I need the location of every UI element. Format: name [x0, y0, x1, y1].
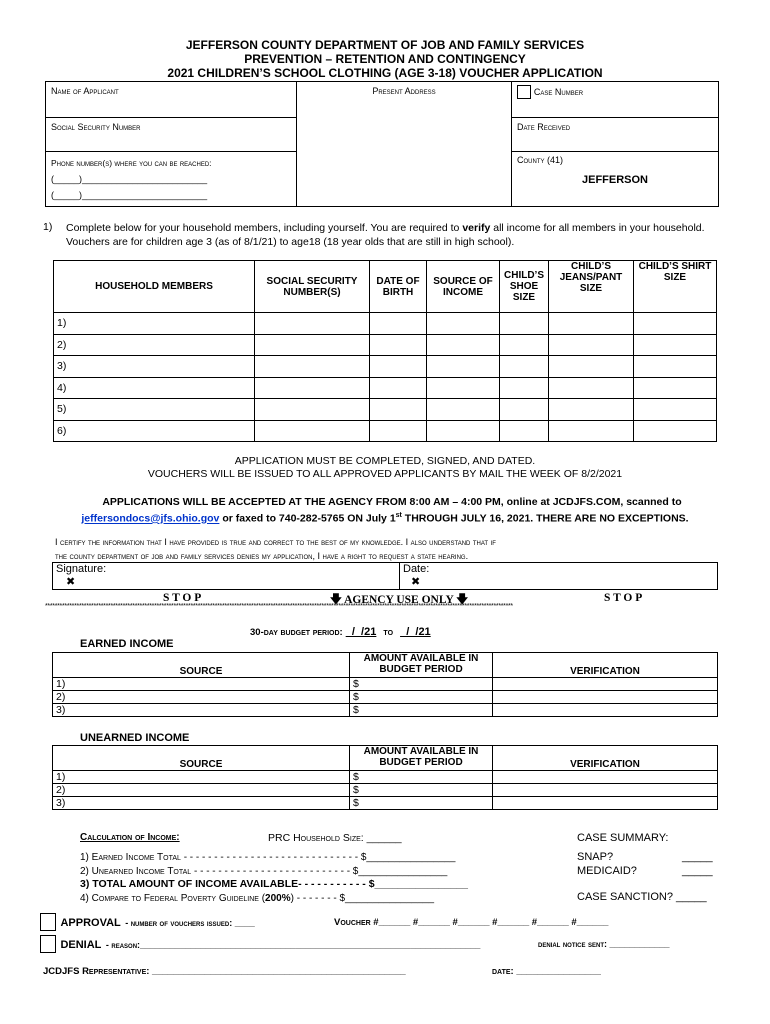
- table-cell[interactable]: [549, 399, 634, 421]
- present-address-cell[interactable]: [297, 82, 512, 207]
- certify-text: [55, 535, 755, 563]
- email-link[interactable]: jeffersondocs@jfs.ohio.gov: [81, 512, 220, 525]
- accept-line-1: APPLICATIONS WILL BE ACCEPTED AT THE AGENCY FROM 8:00 AM – 4:00 PM, online at JCDJFS.COM, scanned to: [102, 496, 682, 508]
- table-row: [53, 691, 718, 704]
- medicaid-label: MEDICAID?: [577, 864, 637, 877]
- approval-checkbox[interactable]: [40, 913, 56, 931]
- certify-line-1: I certify the information that I have provided is true and correct to the best of my knowledge. I also understand that if: [55, 537, 496, 547]
- calc-line-poverty-pct: 200%: [265, 892, 291, 904]
- row-label[interactable]: 4): [54, 377, 255, 399]
- county-value: JEFFERSON: [581, 174, 648, 186]
- instruction-text-b: all income for all members in your household.: [490, 222, 705, 234]
- stop-right: S T O P: [604, 592, 643, 604]
- ssn-cell[interactable]: [46, 118, 297, 152]
- row-label[interactable]: 2): [53, 691, 350, 704]
- calc-line-unearned[interactable]: 2) Unearned Income Total - - - - - - - - - - - - - - - - - - - - - - - - - - $________________: [80, 865, 448, 877]
- unearned-income-table: [52, 745, 718, 810]
- arrow-down-icon: 🡇: [456, 594, 469, 606]
- table-cell[interactable]: [634, 399, 717, 421]
- table-cell[interactable]: [427, 334, 500, 356]
- table-cell[interactable]: [427, 377, 500, 399]
- table-cell[interactable]: [500, 399, 549, 421]
- approval-label: APPROVAL: [60, 917, 121, 930]
- table-cell[interactable]: [549, 356, 634, 378]
- form-title-line1: JEFFERSON COUNTY DEPARTMENT OF JOB AND FAMILY SERVICES: [185, 38, 585, 52]
- table-cell[interactable]: [255, 356, 370, 378]
- agency-only-text: AGENCY USE ONLY: [344, 594, 454, 606]
- budget-to-label: to: [383, 627, 394, 638]
- table-cell[interactable]: [549, 420, 634, 442]
- denial-reason[interactable]: - reason:____________________________________________________________________: [105, 940, 481, 951]
- accept-text-a: or faxed to 740-282-5765 ON July 1: [219, 512, 396, 525]
- earned-header-amount: AMOUNT AVAILABLE IN BUDGET PERIOD: [350, 653, 493, 678]
- snap-field[interactable]: _____: [682, 851, 713, 863]
- table-cell[interactable]: [370, 420, 427, 442]
- table-cell[interactable]: [493, 771, 718, 784]
- table-cell[interactable]: [370, 356, 427, 378]
- hh-size-label: PRC Household Size:: [268, 832, 364, 844]
- table-row: [54, 399, 717, 421]
- accept-text-b: THROUGH JULY 16, 2021. THERE ARE NO EXCEPTIONS.: [401, 512, 689, 525]
- signature-cell[interactable]: [53, 563, 400, 590]
- table-cell[interactable]: [255, 377, 370, 399]
- table-cell[interactable]: [634, 420, 717, 442]
- calc-line-poverty-a: 4) Compare to Federal Poverty Guideline (: [80, 892, 266, 904]
- sanction-field[interactable]: _____: [676, 891, 707, 903]
- applicant-info-table: [45, 81, 719, 207]
- unearned-income-title: UNEARNED INCOME: [80, 732, 190, 744]
- budget-period: [250, 626, 431, 638]
- phone-label: Phone number(s) where you can be reached:: [51, 158, 212, 168]
- row-label[interactable]: 2): [53, 784, 350, 797]
- phone-line-1[interactable]: (_____)_________________________: [51, 174, 208, 184]
- notice-line-2: VOUCHERS WILL BE ISSUED TO ALL APPROVED APPLICANTS BY MAIL THE WEEK OF 8/2/2021: [147, 468, 623, 480]
- earned-header-source: SOURCE: [53, 653, 350, 678]
- denial-checkbox[interactable]: [40, 935, 56, 953]
- calc-lines: [80, 851, 468, 905]
- budget-from[interactable]: _/_/21: [345, 626, 377, 638]
- table-cell[interactable]: [500, 356, 549, 378]
- calc-line-total[interactable]: 3) TOTAL AMOUNT OF INCOME AVAILABLE- - - - - - - - - - - $________________: [80, 878, 468, 890]
- earned-income-title: EARNED INCOME: [80, 638, 174, 650]
- earned-income-table: [52, 652, 718, 717]
- sanction-row: [577, 891, 707, 903]
- table-row: [53, 797, 718, 810]
- case-summary-title: CASE SUMMARY:: [577, 832, 669, 844]
- certify-line-2: the county department of job and family services denies my application, I have a right to request a state hearing.: [55, 551, 469, 561]
- table-row: [54, 420, 717, 442]
- table-cell[interactable]: [493, 704, 718, 717]
- table-cell[interactable]: [370, 377, 427, 399]
- signature-table: [52, 562, 718, 590]
- row-label[interactable]: 3): [53, 704, 350, 717]
- row-label[interactable]: 2): [54, 334, 255, 356]
- instruction-text-a: Complete below for your household members, including yourself. You are required to: [66, 222, 463, 234]
- hh-size-field[interactable]: ______: [366, 832, 402, 844]
- table-cell[interactable]: [500, 313, 549, 335]
- table-cell[interactable]: [370, 313, 427, 335]
- instruction-number: 1): [43, 221, 53, 233]
- household-header-dob: DATE OF BIRTH: [370, 261, 427, 313]
- table-row: [54, 313, 717, 335]
- table-cell[interactable]: [500, 334, 549, 356]
- date-label: Date:: [403, 563, 430, 575]
- case-number-cell[interactable]: [512, 82, 719, 118]
- stop-left: S T O P: [163, 592, 202, 604]
- household-header-shoe: CHILD’S SHOE SIZE: [500, 261, 549, 313]
- calc-line-poverty[interactable]: [80, 892, 468, 906]
- instruction-text-c: Vouchers are for children age 3 (as of 8/1/21) to age18 (18 year olds that are still in high school).: [66, 236, 515, 248]
- applicant-name-cell[interactable]: [46, 82, 297, 118]
- case-summary-blanks: [682, 851, 713, 878]
- date-mark: ✖: [411, 576, 421, 588]
- amount-cell[interactable]: $: [350, 691, 493, 704]
- case-summary-items: [577, 851, 637, 878]
- calc-line-earned[interactable]: 1) Earned Income Total - - - - - - - - - - - - - - - - - - - - - - - - - - - - - $________________: [80, 852, 456, 863]
- stars-divider: *************************************************************************************************************************************************************************************************: [45, 603, 513, 610]
- table-cell[interactable]: [255, 399, 370, 421]
- table-cell[interactable]: [549, 313, 634, 335]
- earned-header-verification: VERIFICATION: [493, 653, 718, 678]
- table-row: [54, 356, 717, 378]
- phone-cell[interactable]: [46, 152, 297, 207]
- instruction-text: [66, 221, 756, 249]
- row-label[interactable]: 1): [54, 313, 255, 335]
- applicant-name-label: Name of Applicant: [51, 86, 119, 96]
- accept-line-2: [0, 509, 770, 526]
- household-header-shirt: CHILD’S SHIRT SIZE: [634, 261, 717, 313]
- table-row: [54, 377, 717, 399]
- table-cell[interactable]: [634, 377, 717, 399]
- ssn-label: Social Security Number: [51, 122, 141, 132]
- signature-mark: ✖: [66, 576, 76, 588]
- table-cell[interactable]: [549, 334, 634, 356]
- signature-label: Signature:: [56, 563, 107, 575]
- case-number-label: Case Number: [533, 86, 584, 97]
- present-address-label: Present Address: [372, 86, 436, 96]
- row-label[interactable]: 1): [53, 678, 350, 691]
- notice-line-1: APPLICATION MUST BE COMPLETED, SIGNED, AND DATED.: [234, 455, 536, 467]
- hh-size: [268, 832, 402, 844]
- arrow-down-icon: 🡇: [330, 594, 342, 606]
- unearned-header-verification: VERIFICATION: [493, 746, 718, 771]
- calc-line-poverty-b: ) - - - - - - - $________________: [290, 892, 435, 904]
- household-header-row: [54, 261, 717, 313]
- table-cell[interactable]: [370, 399, 427, 421]
- phone-line-2[interactable]: (_____)_________________________: [51, 190, 208, 200]
- table-cell[interactable]: [500, 420, 549, 442]
- denial-notice[interactable]: denial notice sent: ____________: [538, 939, 670, 949]
- table-cell[interactable]: [493, 797, 718, 810]
- household-header-ssn: SOCIAL SECURITY NUMBER(S): [255, 261, 370, 313]
- unearned-header-source: SOURCE: [53, 746, 350, 771]
- row-label[interactable]: 3): [53, 797, 350, 810]
- table-cell[interactable]: [549, 377, 634, 399]
- table-cell[interactable]: [634, 334, 717, 356]
- table-cell[interactable]: [427, 313, 500, 335]
- row-label[interactable]: 3): [54, 356, 255, 378]
- amount-cell[interactable]: $: [350, 704, 493, 717]
- representative-field[interactable]: JCDJFS Representative: ________________________________________________: [43, 966, 406, 977]
- table-cell[interactable]: [427, 399, 500, 421]
- county-label: County (41): [517, 155, 564, 165]
- amount-cell[interactable]: $: [350, 678, 493, 691]
- household-members-table: [53, 260, 717, 442]
- table-cell[interactable]: [427, 356, 500, 378]
- table-row: [53, 771, 718, 784]
- row-label[interactable]: 5): [54, 399, 255, 421]
- instruction-verify: verify: [462, 222, 491, 234]
- denial-row: [40, 935, 480, 953]
- date-received-cell[interactable]: [512, 118, 719, 152]
- household-header-income: SOURCE OF INCOME: [427, 261, 500, 313]
- table-row: [53, 678, 718, 691]
- table-row: [53, 704, 718, 717]
- budget-period-label: 30-day budget period:: [250, 627, 343, 638]
- table-cell[interactable]: [255, 420, 370, 442]
- date-cell[interactable]: [400, 563, 718, 590]
- table-cell[interactable]: [634, 356, 717, 378]
- table-cell[interactable]: [493, 678, 718, 691]
- approval-count[interactable]: - number of vouchers issued: ____: [125, 918, 255, 929]
- table-cell[interactable]: [427, 420, 500, 442]
- form-title-line2: PREVENTION – RETENTION AND CONTINGENCY: [244, 52, 526, 66]
- table-cell[interactable]: [255, 313, 370, 335]
- sanction-label: CASE SANCTION?: [577, 891, 673, 903]
- table-cell[interactable]: [370, 334, 427, 356]
- table-cell[interactable]: [634, 313, 717, 335]
- unearned-header-amount: AMOUNT AVAILABLE IN BUDGET PERIOD: [350, 746, 493, 771]
- budget-to[interactable]: _/_/21: [400, 626, 431, 638]
- snap-label: SNAP?: [577, 851, 614, 863]
- county-cell: [512, 152, 719, 207]
- household-header-jeans: CHILD’S JEANS/PANT SIZE: [549, 261, 634, 313]
- row-label[interactable]: 6): [54, 420, 255, 442]
- approval-row: [40, 913, 255, 931]
- denial-label: DENIAL: [60, 939, 102, 952]
- table-cell[interactable]: [493, 691, 718, 704]
- date-received-label: Date Received: [517, 122, 571, 132]
- accept-sup: st: [395, 512, 402, 519]
- amount-cell[interactable]: $: [350, 771, 493, 784]
- case-number-checkbox[interactable]: [517, 85, 531, 99]
- row-label[interactable]: 1): [53, 771, 350, 784]
- form-title-line3: 2021 CHILDREN’S SCHOOL CLOTHING (AGE 3-18) VOUCHER APPLICATION: [167, 66, 603, 80]
- table-cell[interactable]: [255, 334, 370, 356]
- notice-block: [0, 455, 770, 481]
- table-row: [53, 784, 718, 797]
- voucher-numbers[interactable]: Voucher #______ #______ #______ #______ #______ #______: [334, 917, 609, 928]
- medicaid-field[interactable]: _____: [682, 864, 713, 877]
- table-cell[interactable]: [493, 784, 718, 797]
- calc-title: Calculation of Income:: [80, 832, 180, 843]
- table-cell[interactable]: [500, 377, 549, 399]
- table-row: [54, 334, 717, 356]
- amount-cell[interactable]: $: [350, 784, 493, 797]
- household-header-members: HOUSEHOLD MEMBERS: [54, 261, 255, 313]
- representative-date[interactable]: date: ________________: [492, 966, 601, 977]
- amount-cell[interactable]: $: [350, 797, 493, 810]
